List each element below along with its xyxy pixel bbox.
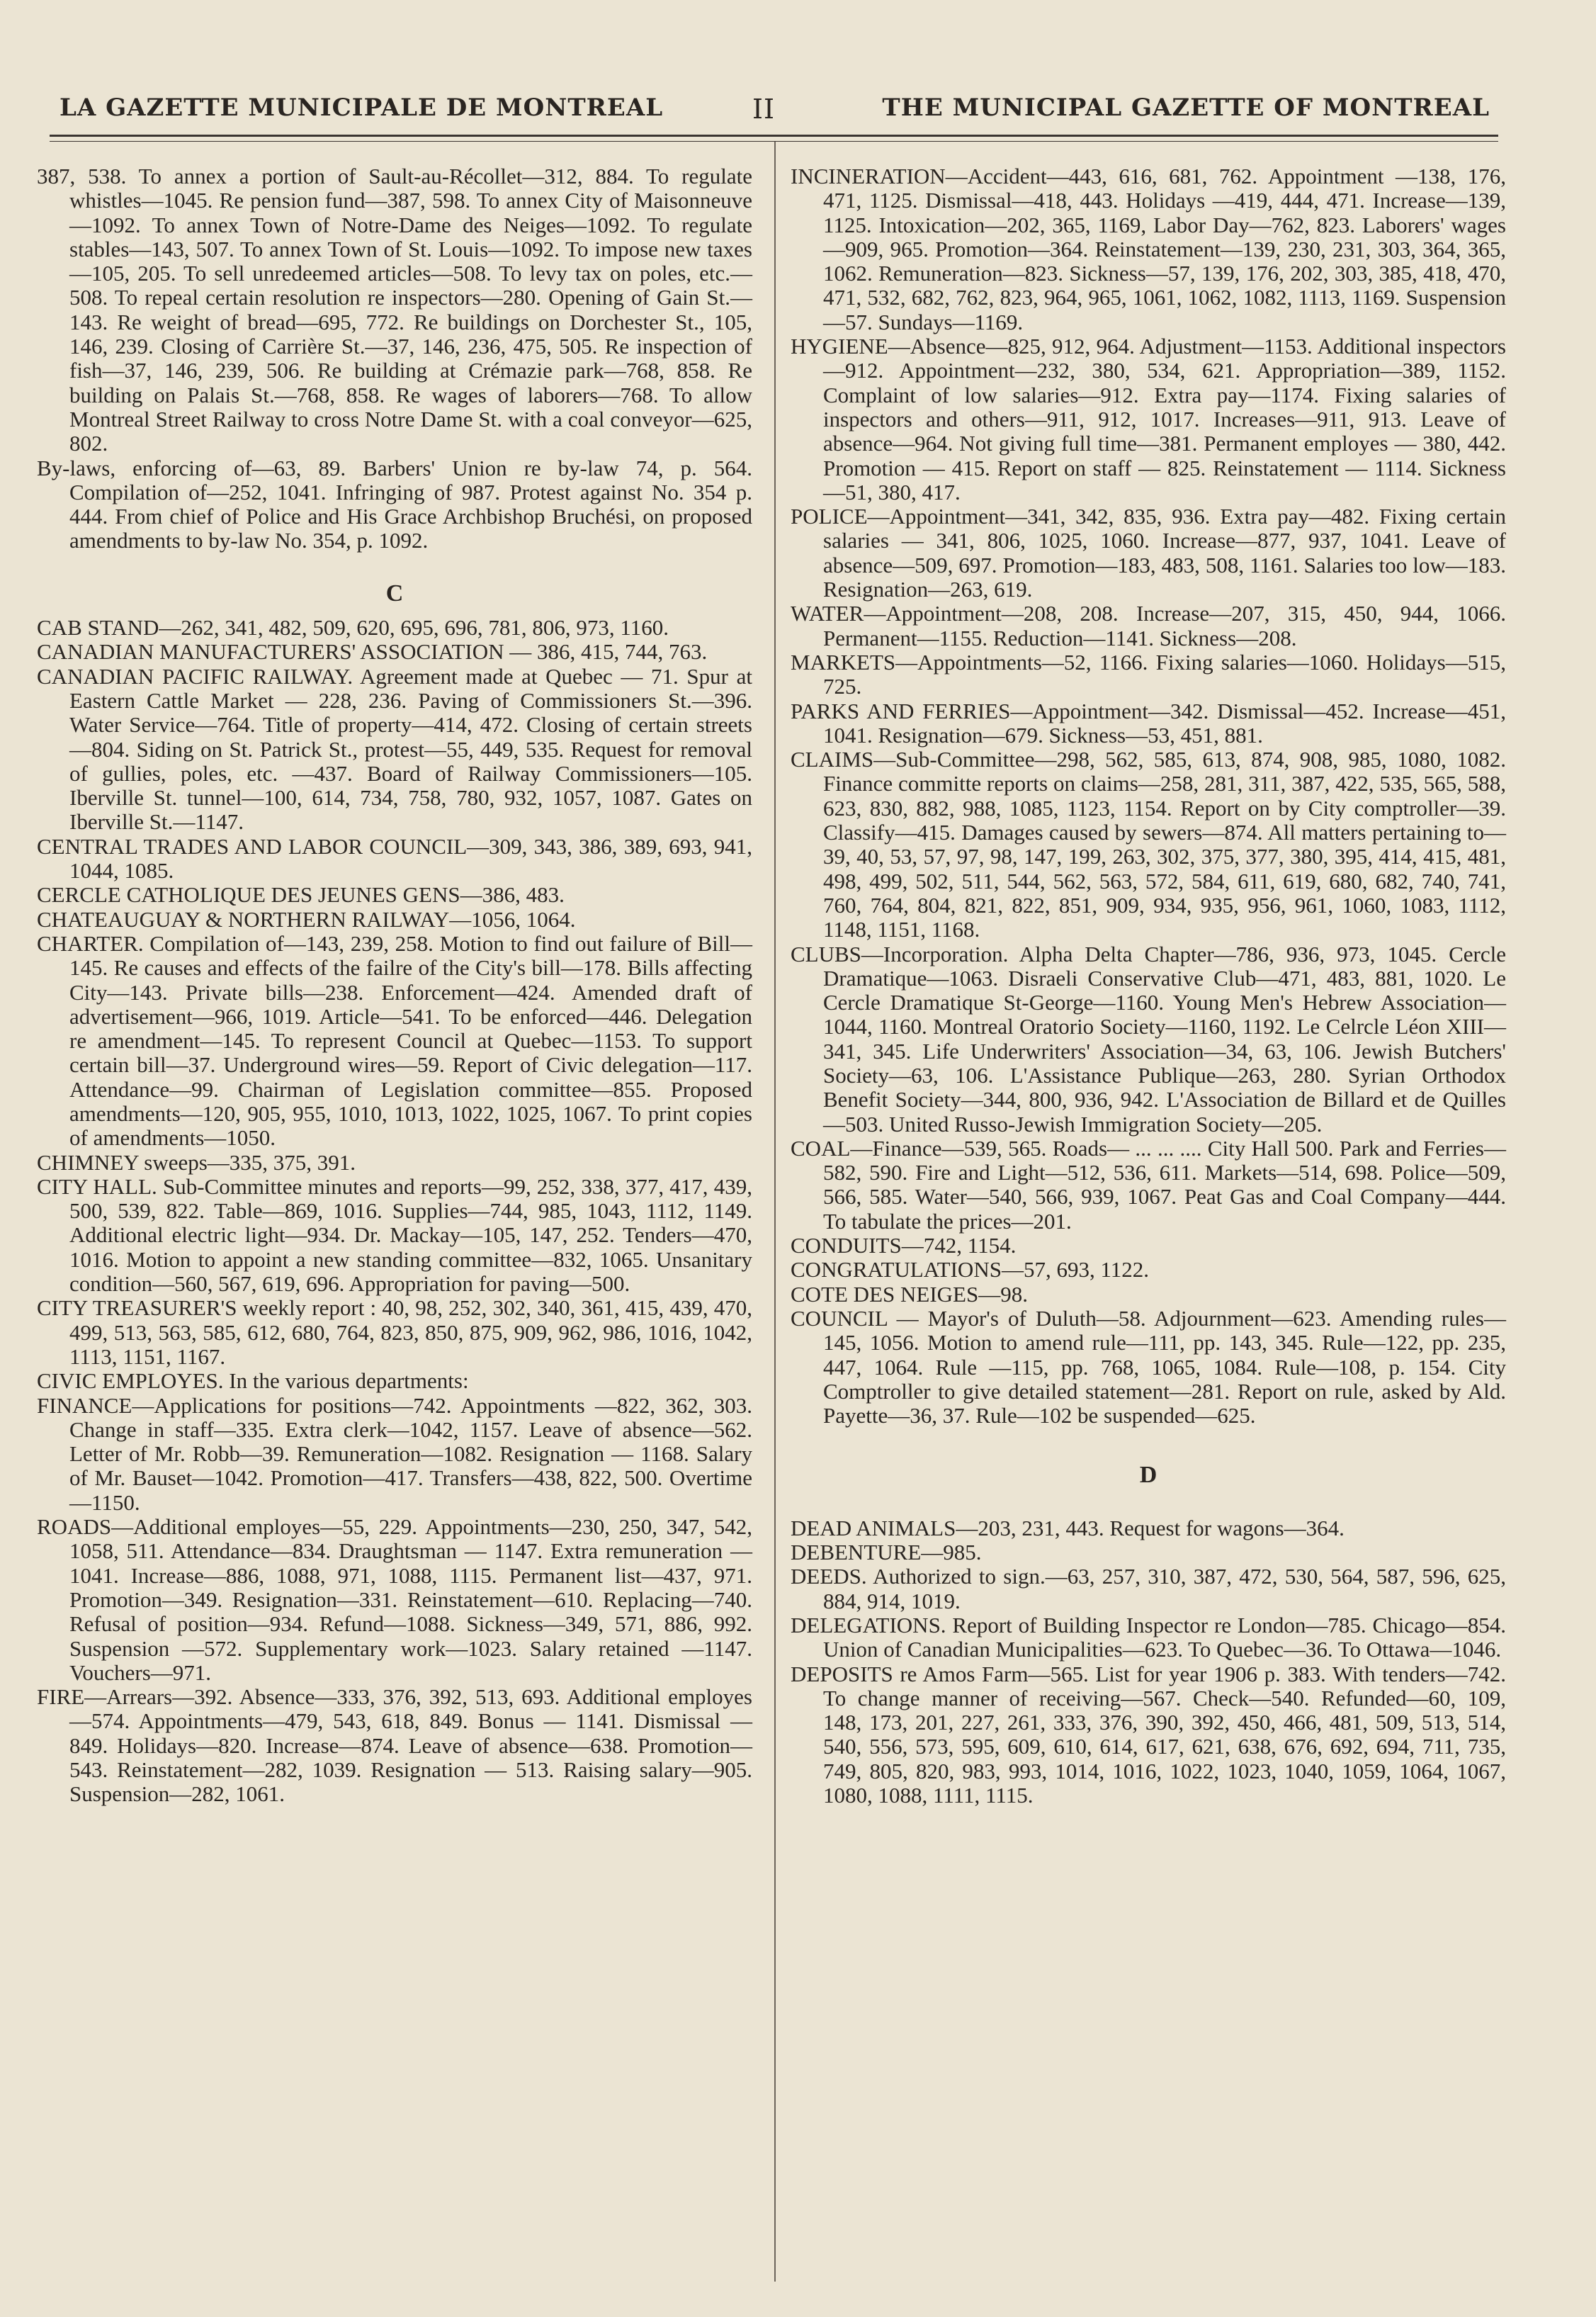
index-entry: WATER—Appointment—208, 208. Increase—207, 315, 450, 944, 1066. Permanent—1155. Reduction—1141. Sickness—208. (791, 601, 1506, 650)
index-entry: CONGRATULATIONS—57, 693, 1122. (791, 1257, 1150, 1282)
page-number: II (752, 94, 776, 125)
index-entry: MARKETS—Appointments—52, 1166. Fixing salaries—1060. Holidays—515, 725. (791, 649, 1506, 699)
left-column (37, 164, 752, 1807)
index-entry: CANADIAN PACIFIC RAILWAY. Agreement made at Quebec — 71. Spur at Eastern Cattle Market — 228, 236. Paving of Commissioners St.—396. Water Service—764. Title of property—414, 472. Closing of certain streets—804. Siding on St. Patrick St., protest—55, 449, 535. Request for removal of gullies, poles, etc. —437. Board of Railway Commissioners—105. Iberville St. tunnel—100, 614, 734, 758, 780, 932, 1057, 1087. Gates on Iberville St.—1147. (37, 663, 752, 835)
index-entry: POLICE—Appointment—341, 342, 835, 936. Extra pay—482. Fixing certain salaries — 341, 806, 1025, 1060. Increase—877, 937, 1041. Leave of absence—509, 697. Promotion—183, 483, 508, 1161. Salaries too low—183. Resignation—263, 619. (791, 504, 1506, 602)
column-separator (774, 142, 776, 2282)
section-letter-c: C (385, 580, 404, 607)
index-entry: COAL—Finance—539, 565. Roads— ... ... .... City Hall 500. Park and Ferries—582, 590. Fire and Light—512, 536, 611. Markets—514, 698. Police—509, 566, 585. Water—540, 566, 939, 1067. Peat Gas and Coal Company—444. To tabulate the prices—201. (791, 1135, 1506, 1234)
index-entry: CHATEAUGUAY & NORTHERN RAILWAY—1056, 1064. (37, 906, 576, 932)
index-entry: CENTRAL TRADES AND LABOR COUNCIL—309, 343, 386, 389, 693, 941, 1044, 1085. (37, 833, 752, 884)
index-entry: 387, 538. To annex a portion of Sault-au-Récollet—312, 884. To regulate whistles—1045. Re pension fund—387, 598. To annex City of Maisonneuve—1092. To annex Town of Notre-Dame des Neiges—1092. To regulate stables—143, 507. To annex Town of St. Louis—1092. To impose new taxes—105, 205. To sell unredeemed articles—508. To levy tax on poles, etc.—508. To repeal certain resolution re inspectors—280. Opening of Gain St.—143. Re weight of bread—695, 772. Re buildings on Dorchester St., 105, 146, 239. Closing of Carrière St.—37, 146, 236, 475, 505. Re inspection of fish—37, 146, 239, 506. Re building at Crémazie park—768, 858. Re building on Palais St.—768, 858. Re wages of laborers—768. To allow Montreal Street Railway to cross Notre Dame St. with a coal conveyor—625, 802. (37, 164, 752, 456)
index-entry: CERCLE CATHOLIQUE DES JEUNES GENS—386, 483. (37, 882, 565, 908)
index-entry: By-laws, enforcing of—63, 89. Barbers' Union re by-law 74, p. 564. Compilation of—252, 1041. Infringing of 987. Protest against No. 354 p. 444. From chief of Police and His Grace Archbishop Bruchési, on proposed amendments to by-law No. 354, p. 1092. (37, 455, 752, 553)
header-title-english: THE MUNICIPAL GAZETTE OF MONTREAL (882, 94, 1490, 122)
index-entry: CLAIMS—Sub-Committee—298, 562, 585, 613, 874, 908, 985, 1080, 1082. Finance committe reports on claims—258, 281, 311, 387, 422, 535, 565, 588, 623, 830, 882, 988, 1085, 1123, 1154. Report on by City comptroller—39. Classify—415. Damages caused by sewers—874. All matters pertaining to—39, 40, 53, 57, 97, 98, 147, 199, 263, 302, 375, 377, 380, 395, 414, 415, 481, 498, 499, 502, 511, 544, 562, 563, 572, 584, 611, 619, 680, 682, 740, 741, 760, 764, 804, 821, 822, 851, 909, 934, 935, 956, 961, 1060, 1083, 1112, 1148, 1151, 1168. (791, 747, 1506, 942)
index-entry: DEBENTURE—985. (791, 1540, 982, 1565)
index-entry: INCINERATION—Accident—443, 616, 681, 762. Appointment —138, 176, 471, 1125. Dismissal—418, 443. Holidays —419, 444, 471. Increase—139, 1125. Intoxication—202, 365, 1169, Labor Day—762, 823. Laborers' wages —909, 965. Promotion—364. Reinstatement—139, 230, 231, 303, 364, 365, 1062. Remuneration—823. Sickness—57, 139, 176, 202, 303, 385, 418, 470, 471, 532, 682, 762, 823, 964, 965, 1061, 1062, 1082, 1113, 1169. Suspension—57. Sundays—1169. (791, 164, 1506, 334)
index-entry: CHIMNEY sweeps—335, 375, 391. (37, 1149, 356, 1175)
index-entry: ROADS—Additional employes—55, 229. Appointments—230, 250, 347, 542, 1058, 511. Attendance—834. Draughtsman — 1147. Extra remuneration — 1041. Increase—886, 1088, 971, 1088, 1115. Permanent list—437, 971. Promotion—349. Resignation—331. Reinstatement—610. Replacing—740. Refusal of position—934. Refund—1088. Sickness—349, 571, 886, 992. Suspension —572. Supplementary work—1023. Salary retained —1147. Vouchers—971. (37, 1514, 752, 1685)
index-entry: COUNCIL — Mayor's of Duluth—58. Adjournment—623. Amending rules—145, 1056. Motion to amend rule—111, pp. 143, 345. Rule—122, pp. 235, 447, 1064. Rule —115, pp. 768, 1065, 1084. Rule—108, p. 154. City Comptroller to give detailed statement—281. Report on rule, asked by Ald. Payette—36, 37. Rule—102 be suspended—625. (791, 1305, 1506, 1428)
index-entry: CLUBS—Incorporation. Alpha Delta Chapter—786, 936, 973, 1045. Cercle Dramatique—1063. Disraeli Conservative Club—471, 483, 881, 1020. Le Cercle Dramatique St-George—1160. Young Men's Hebrew Association—1044, 1160. Montreal Oratorio Society—1160, 1192. Le Celrcle Léon XIII—341, 345. Life Underwriters' Association—34, 63, 106. Jewish Butchers' Society—63, 106. L'Assistance Publique—263, 280. Syrian Orthodox Benefit Society—344, 800, 936, 942. L'Association de Billard et de Quilles—503. United Russo-Jewish Immigration Society—205. (791, 941, 1506, 1137)
index-entry: DEEDS. Authorized to sign.—63, 257, 310, 387, 472, 530, 564, 587, 596, 625, 884, 914, 1019. (791, 1564, 1506, 1613)
index-entry: DELEGATIONS. Report of Building Inspector re London—785. Chicago—854. Union of Canadian Municipalities—623. To Quebec—36. To Ottawa—1046. (791, 1612, 1506, 1662)
header-title-french: LA GAZETTE MUNICIPALE DE MONTREAL (60, 94, 664, 122)
right-column (791, 164, 1506, 1808)
index-entry: CHARTER. Compilation of—143, 239, 258. Motion to find out failure of Bill—145. Re causes and effects of the failre of the City's bill—178. Bills affecting City—143. Private bills—238. Enforcement—424. Amended draft of advertisement—966, 1019. Article—541. To be enforced—446. Delegation re amendment—145. To represent Council at Quebec—1153. To support certain bill—37. Underground wires—59. Report of Civic delegation—117. Attendance—99. Chairman of Legislation committee—855. Proposed amendments—120, 905, 955, 1010, 1013, 1022, 1025, 1067. To print copies of amendments—1050. (37, 930, 752, 1151)
index-entry: DEPOSITS re Amos Farm—565. List for year 1906 p. 383. With tenders—742. To change manner of receiving—567. Check—540. Refunded—60, 109, 148, 173, 201, 227, 261, 333, 376, 390, 392, 450, 466, 481, 509, 513, 514, 540, 556, 573, 595, 609, 610, 614, 617, 621, 638, 676, 692, 694, 711, 735, 749, 805, 820, 983, 993, 1014, 1016, 1022, 1023, 1040, 1059, 1064, 1067, 1080, 1088, 1111, 1115. (791, 1661, 1506, 1808)
index-entry: CANADIAN MANUFACTURERS' ASSOCIATION — 386, 415, 744, 763. (37, 639, 708, 665)
index-entry: DEAD ANIMALS—203, 231, 443. Request for wagons—364. (791, 1515, 1345, 1540)
index-entry: CITY TREASURER'S weekly report : 40, 98, 252, 302, 340, 361, 415, 439, 470, 499, 513, 563, 585, 612, 680, 764, 823, 850, 875, 909, 962, 986, 1016, 1042, 1113, 1151, 1167. (37, 1295, 752, 1369)
header-rule (50, 135, 1498, 137)
index-entry: CONDUITS—742, 1154. (791, 1233, 1017, 1258)
index-entry: CAB STAND—262, 341, 482, 509, 620, 695, 696, 781, 806, 973, 1160. (37, 615, 669, 641)
index-entry: CITY HALL. Sub-Committee minutes and reports—99, 252, 338, 377, 417, 439, 500, 539, 822. Table—869, 1016. Supplies—744, 985, 1043, 1112, 1149. Additional electric light—934. Dr. Mackay—105, 147, 252. Tenders—470, 1016. Motion to appoint a new standing committee—832, 1065. Unsanitary condition—560, 567, 619, 696. Appropriation for paving—500. (37, 1173, 752, 1297)
index-entry: FINANCE—Applications for positions—742. Appointments —822, 362, 303. Change in staff—335. Extra clerk—1042, 1157. Leave of absence—562. Letter of Mr. Robb—39. Remuneration—1082. Resignation — 1168. Salary of Mr. Bauset—1042. Promotion—417. Transfers—438, 822, 500. Overtime—1150. (37, 1392, 752, 1515)
index-entry: FIRE—Arrears—392. Absence—333, 376, 392, 513, 693. Additional employes—574. Appointments—479, 543, 618, 849. Bonus — 1141. Dismissal — 849. Holidays—820. Increase—874. Leave of absence—638. Promotion—543. Reinstatement—282, 1039. Resignation — 513. Raising salary—905. Suspension—282, 1061. (37, 1684, 752, 1807)
index-entry: COTE DES NEIGES—98. (791, 1281, 1028, 1307)
index-entry: HYGIENE—Absence—825, 912, 964. Adjustment—1153. Additional inspectors—912. Appointment—232, 380, 534, 621. Appropriation—389, 1152. Complaint of low salaries—912. Extra pay—1174. Fixing salaries of inspectors and others—911, 912, 1017. Increases—911, 913. Leave of absence—964. Not giving full time—381. Permanent employes — 380, 442. Promotion — 415. Report on staff — 825. Reinstatement — 1114. Sickness—51, 380, 417. (791, 334, 1506, 504)
index-entry: CIVIC EMPLOYES. In the various departments: (37, 1368, 469, 1394)
section-letter-d: D (1139, 1462, 1158, 1489)
index-entry: PARKS AND FERRIES—Appointment—342. Dismissal—452. Increase—451, 1041. Resignation—679. Sickness—53, 451, 881. (791, 698, 1506, 748)
